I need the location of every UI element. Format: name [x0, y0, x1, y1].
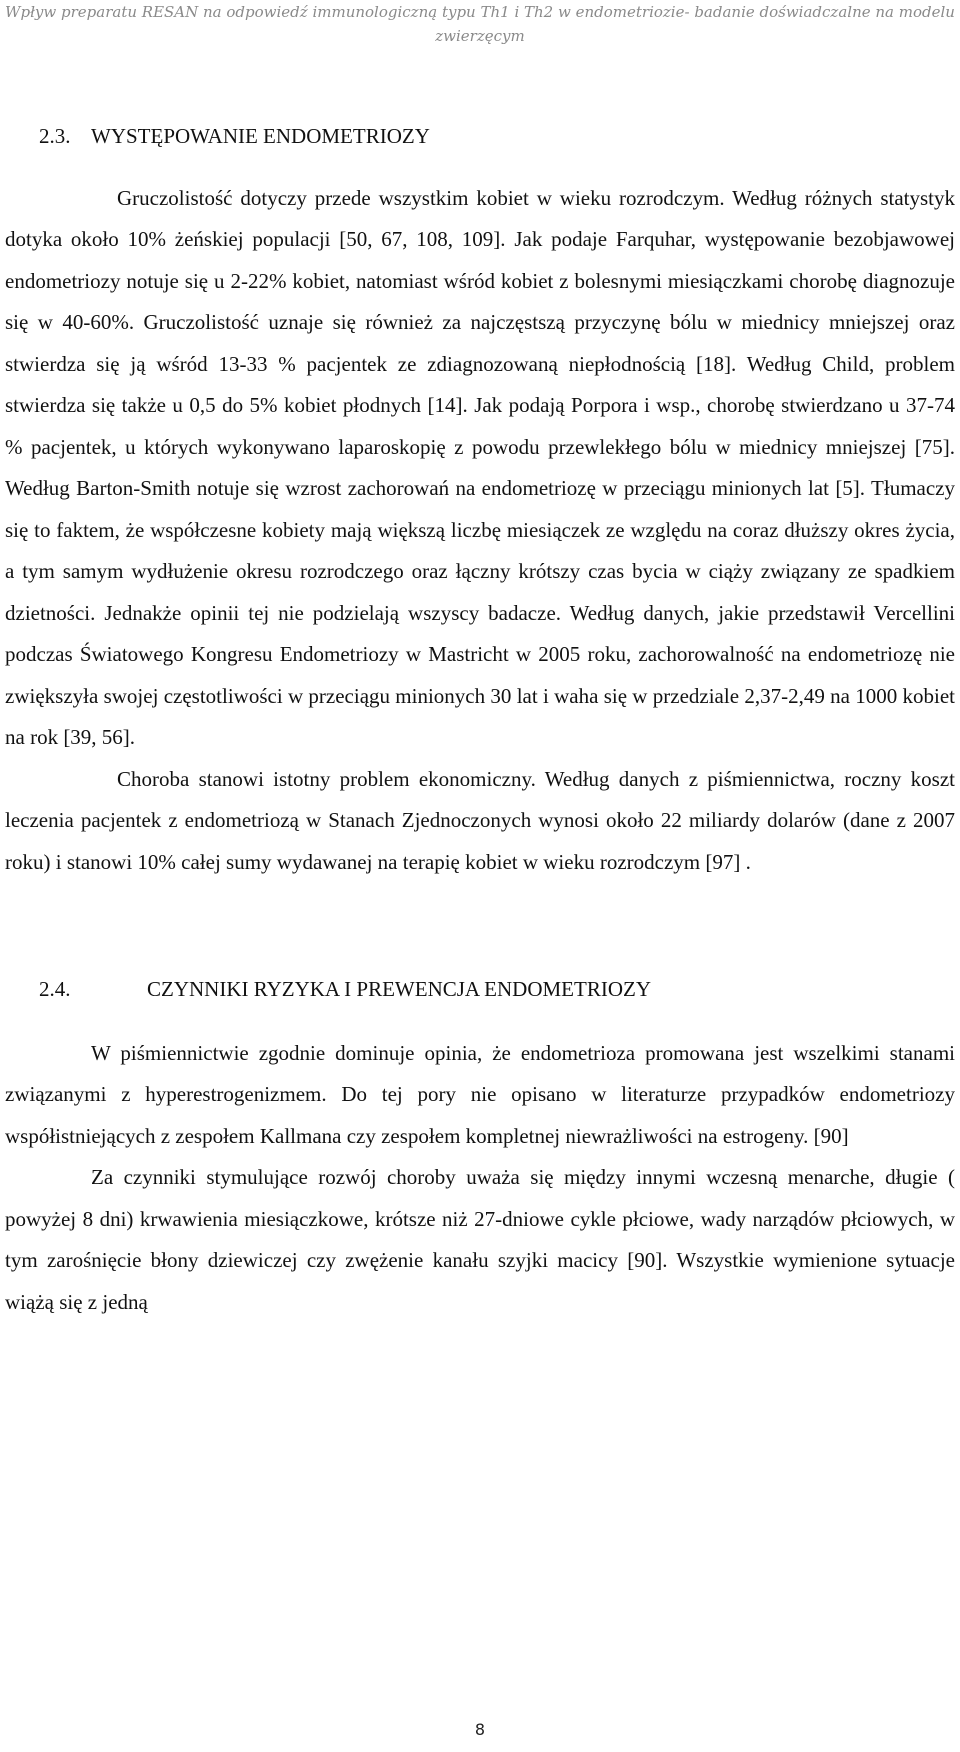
- paragraph-hyperestrogenism: W piśmiennictwie zgodnie dominuje opinia, że endometrioza promowana jest wszelkimi stanami związanymi z hyperestrogenizmem. Do tej pory nie opisano w literaturze przypadków endometriozy współistniejących z zespołem Kallmana czy zespołem kompletnej niewrażliwości na estrogeny. [90]: [5, 1040, 955, 1148]
- paragraph-prevalence: Gruczolistość dotyczy przede wszystkim kobiet w wieku rozrodczym. Według różnych statystyk dotyka około 10% żeńskiej populacji [50, 67, 108, 109]. Jak podaje Farquhar, występowanie bezobjawowej endometriozy notuje się u 2-22% kobiet, natomiast wśród kobiet z bolesnymi miesiączkami chorobę diagnozuje się w 40-60%. Gruczolistość uznaje się również za najczęstszą przyczynę bólu w miednicy mniejszej oraz stwierdza się ją wśród 13-33 % pacjentek ze zdiagnozowaną niepłodnością [18]. Według Child, problem stwierdza się także u 0,5 do 5% kobiet płodnych [14]. Jak podają Porpora i wsp., chorobę stwierdzano u 37-74 % pacjentek, u których wykonywano laparoskopię z powodu przewlekłego bólu w miednicy mniejszej [75]. Według Barton-Smith notuje się wzrost zachorowań na endometriozę w przeciągu minionych lat [5]. Tłumaczy się to faktem, że współczesne kobiety mają większą liczbę miesiączek ze względu na coraz dłuższy okres życia, a tym samym wydłużenie okresu rozrodczego oraz łączny krótszy czas bycia w ciąży związany ze spadkiem dzietności. Jednakże opinii tej nie podzielają wszyscy badacze. Według danych, jakie przedstawił Vercellini podczas Światowego Kongresu Endometriozy w Mastricht w 2005 roku, zachorowalność na endometriozę nie zwiększyła swojej częstotliwości w przeciągu minionych 30 lat i waha się w przedziale 2,37-2,49 na 1000 kobiet na rok [39, 56].: [5, 185, 955, 749]
- page-body: [5, 116, 955, 1323]
- page-number: 8: [474, 1720, 486, 1739]
- section-heading-2-4: [39, 969, 955, 1011]
- running-header: [0, 0, 960, 48]
- paragraph-economic-burden: Choroba stanowi istotny problem ekonomiczny. Według danych z piśmiennictwa, roczny koszt leczenia pacjentek z endometriozą w Stanach Zjednoczonych wynosi około 22 miliardy dolarów (dane z 2007 roku) i stanowi 10% całej sumy wydawanej na terapię kobiet w wieku rozrodczym [97] .: [5, 766, 955, 874]
- running-header-line-1: Wpływ preparatu RESAN na odpowiedź immunologiczną typu Th1 i Th2 w endometriozie- badanie doświadczalne na modelu: [5, 3, 955, 21]
- section-heading-2-3: [39, 116, 955, 158]
- section-title: WYSTĘPOWANIE ENDOMETRIOZY: [91, 124, 430, 148]
- section-title: CZYNNIKI RYZYKA I PREWENCJA ENDOMETRIOZY: [147, 977, 651, 1001]
- running-header-line-2: zwierzęcym: [435, 27, 525, 45]
- section-number: 2.4.: [39, 977, 71, 1001]
- section-number: 2.3.: [39, 124, 71, 148]
- paragraph-risk-factors: Za czynniki stymulujące rozwój choroby uważa się między innymi wczesną menarche, długie ( powyżej 8 dni) krwawienia miesiączkowe, krótsze niż 27-dniowe cykle płciowe, wady narządów płciowych, w tym zarośnięcie błony dziewiczej czy zwężenie kanału szyjki macicy [90]. Wszystkie wymienione sytuacje wiążą się z jedną: [5, 1165, 955, 1314]
